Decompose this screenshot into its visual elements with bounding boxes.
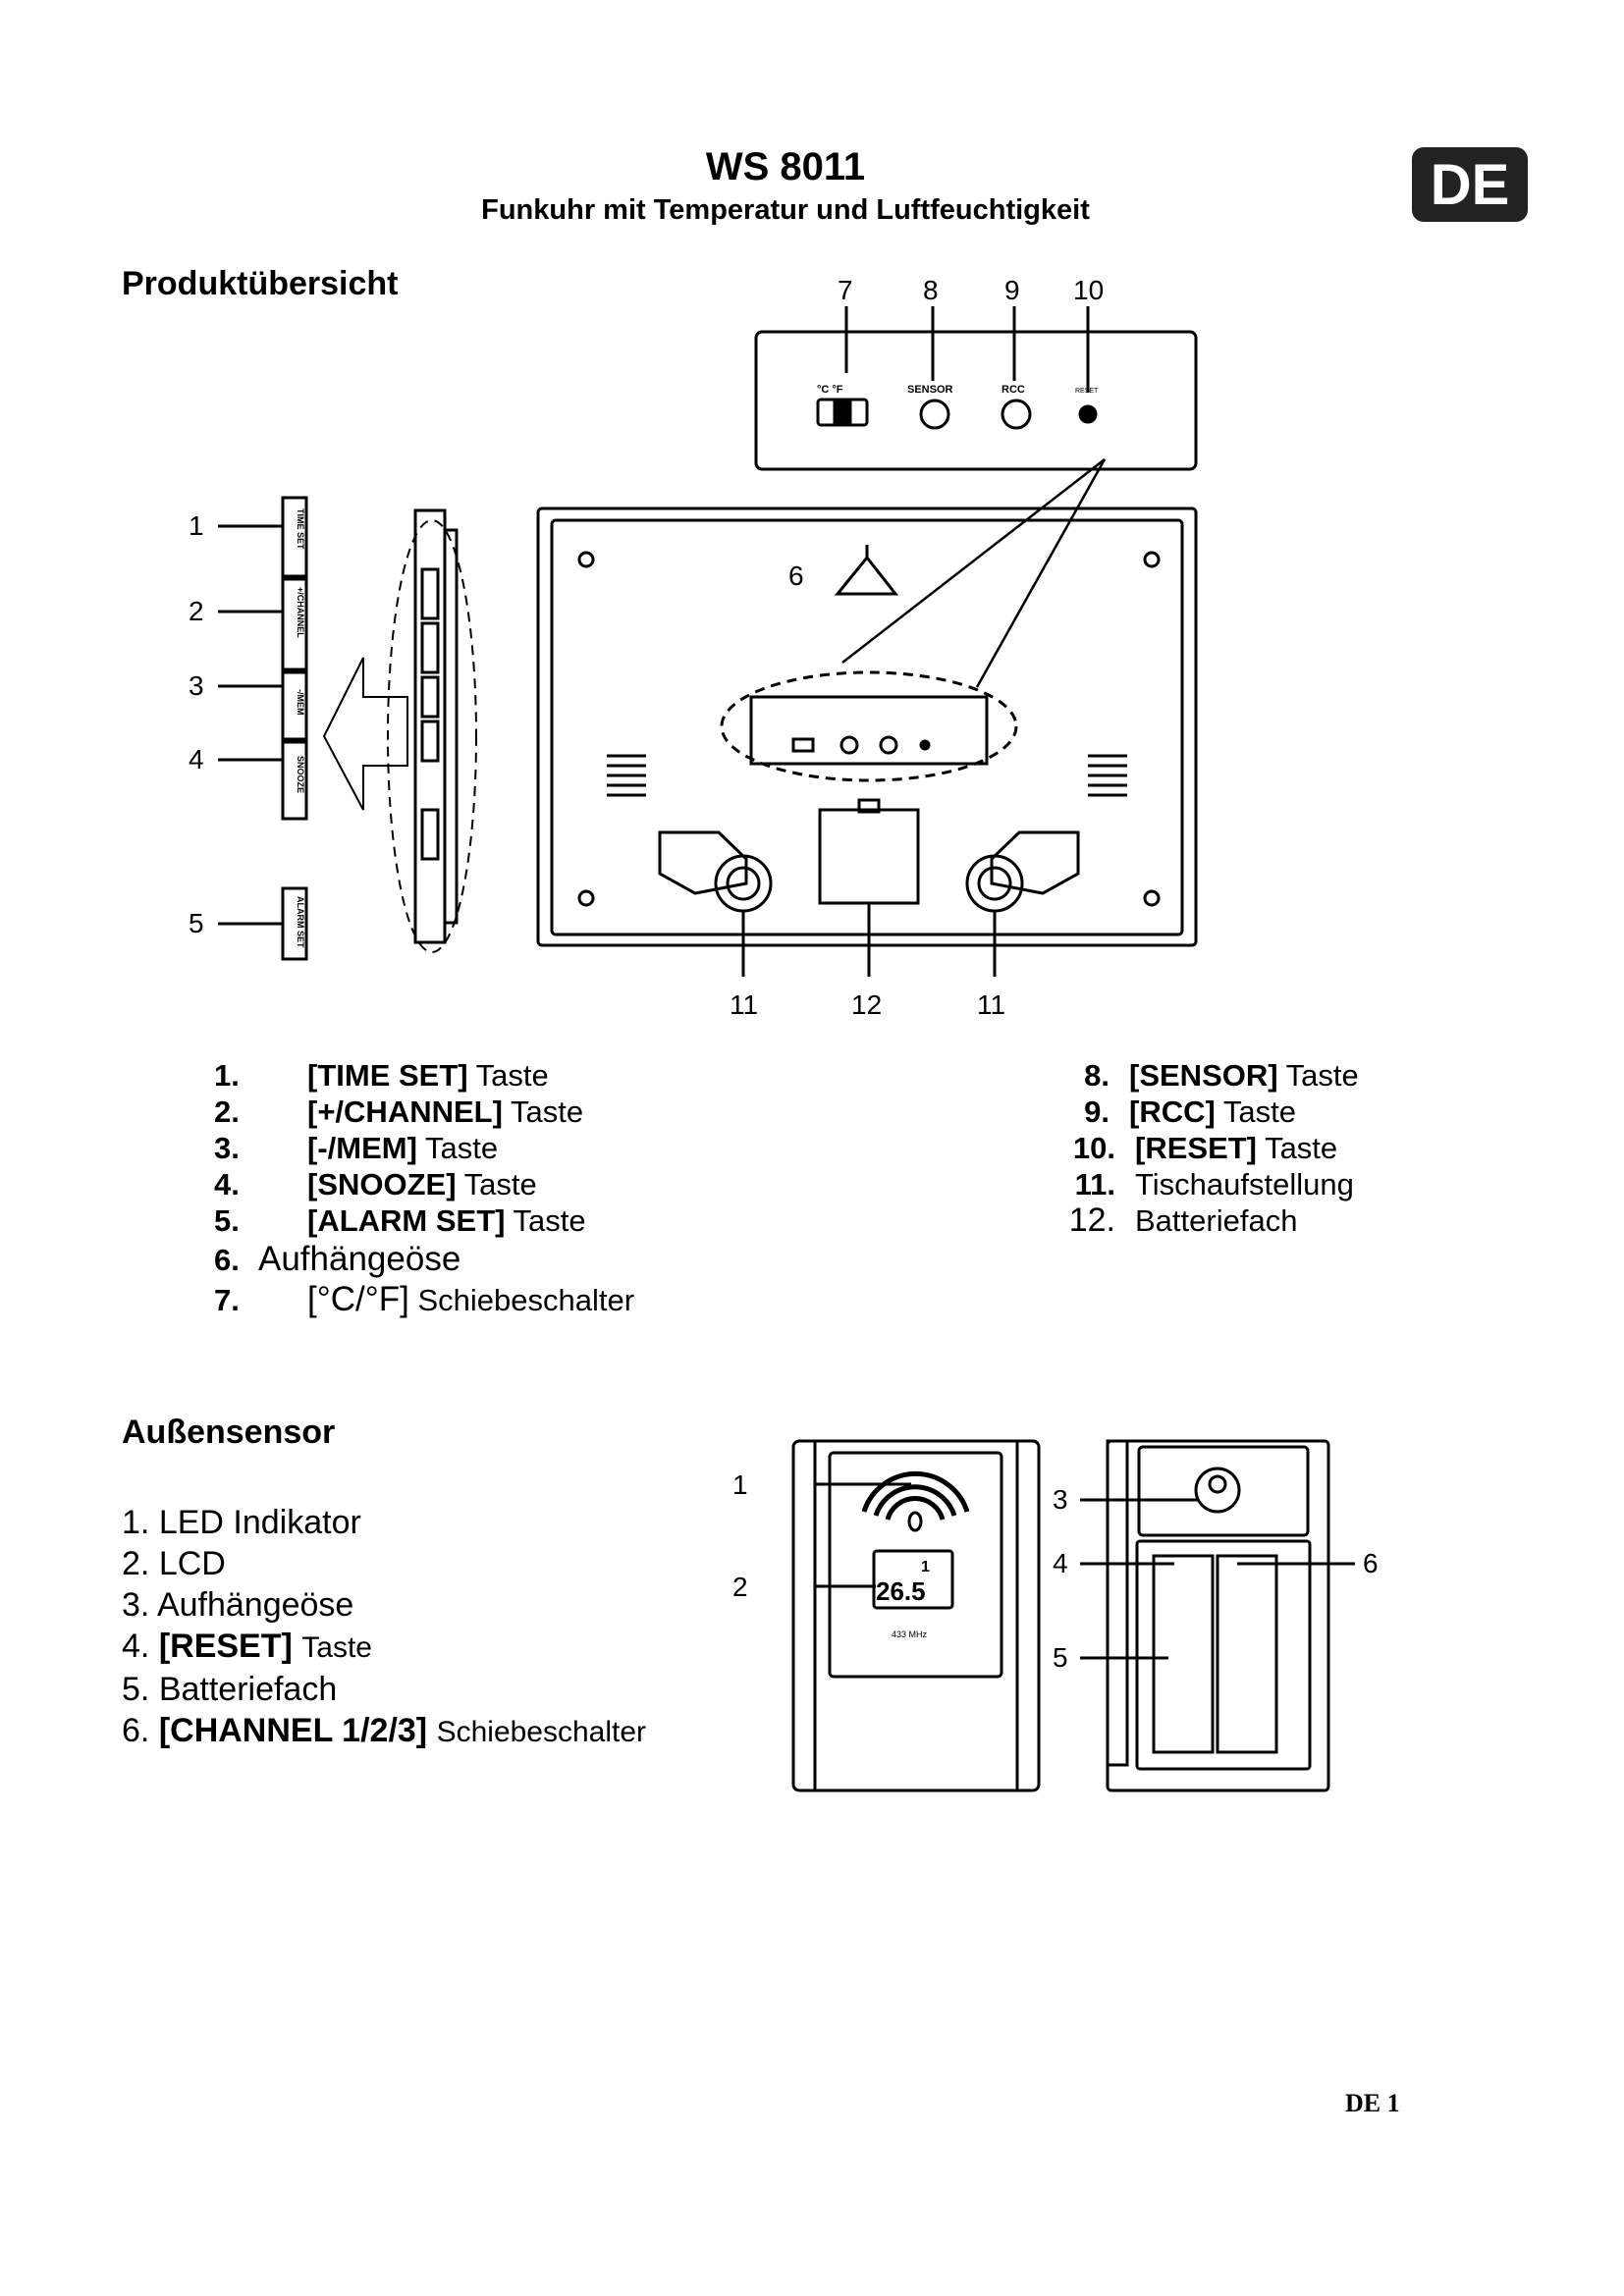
list-item: 4. [SNOOZE] Taste	[214, 1167, 537, 1201]
list-item: 10. [RESET] Taste	[1072, 1131, 1338, 1165]
callout-4: 4	[189, 744, 204, 774]
callout-11a: 11	[730, 989, 759, 1020]
side-btn-channel: +/CHANNEL	[296, 587, 305, 638]
front-label: 433 MHz	[892, 1629, 928, 1639]
list-item: 8. [SENSOR] Taste	[1084, 1058, 1359, 1093]
sensor-callout-1: 1	[732, 1469, 748, 1500]
product-diagram	[0, 265, 1624, 1031]
callout-12: 12	[851, 989, 883, 1020]
lcd-channel: 1	[921, 1559, 930, 1575]
callout-6: 6	[788, 561, 804, 591]
callout-11b: 11	[977, 989, 1006, 1020]
overview-list-left	[214, 1057, 634, 1318]
reset-label: RESET	[1075, 388, 1099, 395]
cf-label: °C °F	[817, 384, 843, 396]
list-item: 3. Aufhängeöse	[122, 1586, 354, 1624]
callout-3: 3	[189, 670, 204, 701]
page-subtitle: Funkuhr mit Temperatur und Luftfeuchtigkeit	[481, 194, 1090, 226]
list-item: 1. [TIME SET] Taste	[214, 1058, 549, 1093]
callout-10: 10	[1073, 275, 1105, 305]
list-item: 11. Tischaufstellung	[1074, 1167, 1354, 1201]
callout-2: 2	[189, 596, 204, 626]
callout-9: 9	[1004, 275, 1020, 305]
side-btn-snooze: SNOOZE	[296, 756, 305, 794]
side-view	[324, 510, 476, 952]
sensor-label: SENSOR	[907, 384, 953, 396]
overview-list-right	[1039, 1057, 1359, 1239]
list-item: 7. [°C/°F] Schiebeschalter	[214, 1280, 635, 1318]
list-item: 2. LCD	[122, 1545, 226, 1582]
sensor-callout-4: 4	[1053, 1548, 1068, 1578]
lcd-temperature: 26.5	[876, 1576, 926, 1606]
language-badge: DE	[1412, 147, 1528, 222]
outdoor-heading: Außensensor	[122, 1414, 336, 1451]
list-item: 12. Batteriefach	[1068, 1201, 1298, 1239]
side-btn-alarm-set: ALARM SET	[296, 896, 305, 948]
sensor-callout-3: 3	[1053, 1484, 1068, 1515]
callout-numbers	[189, 275, 1104, 1020]
main-unit-back	[538, 508, 1196, 977]
side-btn-time-set: TIME SET	[296, 508, 305, 550]
list-item: 6. [CHANNEL 1/2/3] Schiebeschalter	[122, 1712, 647, 1749]
callout-8: 8	[923, 275, 939, 305]
list-item: 4. [RESET] Taste	[122, 1628, 372, 1665]
list-item: 3. [-/MEM] Taste	[214, 1131, 499, 1165]
list-item: 5. Batteriefach	[122, 1671, 338, 1708]
callout-5: 5	[189, 908, 204, 938]
list-item: 6. Aufhängeöse	[214, 1240, 461, 1278]
page-number: DE 1	[1345, 2089, 1400, 2117]
list-item: 1. LED Indikator	[122, 1504, 361, 1541]
callout-7: 7	[838, 275, 853, 305]
list-item: 9. [RCC] Taste	[1084, 1095, 1296, 1129]
outdoor-list	[122, 1502, 646, 1753]
side-buttons-enlarged	[218, 498, 306, 959]
page-title: WS 8011	[705, 145, 866, 188]
side-btn-mem: -/MEM	[296, 689, 305, 716]
sensor-front	[793, 1441, 1039, 1790]
sensor-back	[1080, 1441, 1355, 1790]
list-item: 2. [+/CHANNEL] Taste	[214, 1095, 584, 1129]
list-item: 5. [ALARM SET] Taste	[214, 1203, 586, 1238]
overview-heading: Produktübersicht	[122, 265, 399, 302]
callout-1: 1	[189, 510, 204, 541]
sensor-callout-6: 6	[1363, 1548, 1379, 1578]
outdoor-sensor-diagram	[707, 1433, 1414, 1806]
rcc-label: RCC	[1001, 384, 1025, 396]
sensor-callout-5: 5	[1053, 1642, 1068, 1673]
sensor-callout-2: 2	[732, 1572, 748, 1602]
